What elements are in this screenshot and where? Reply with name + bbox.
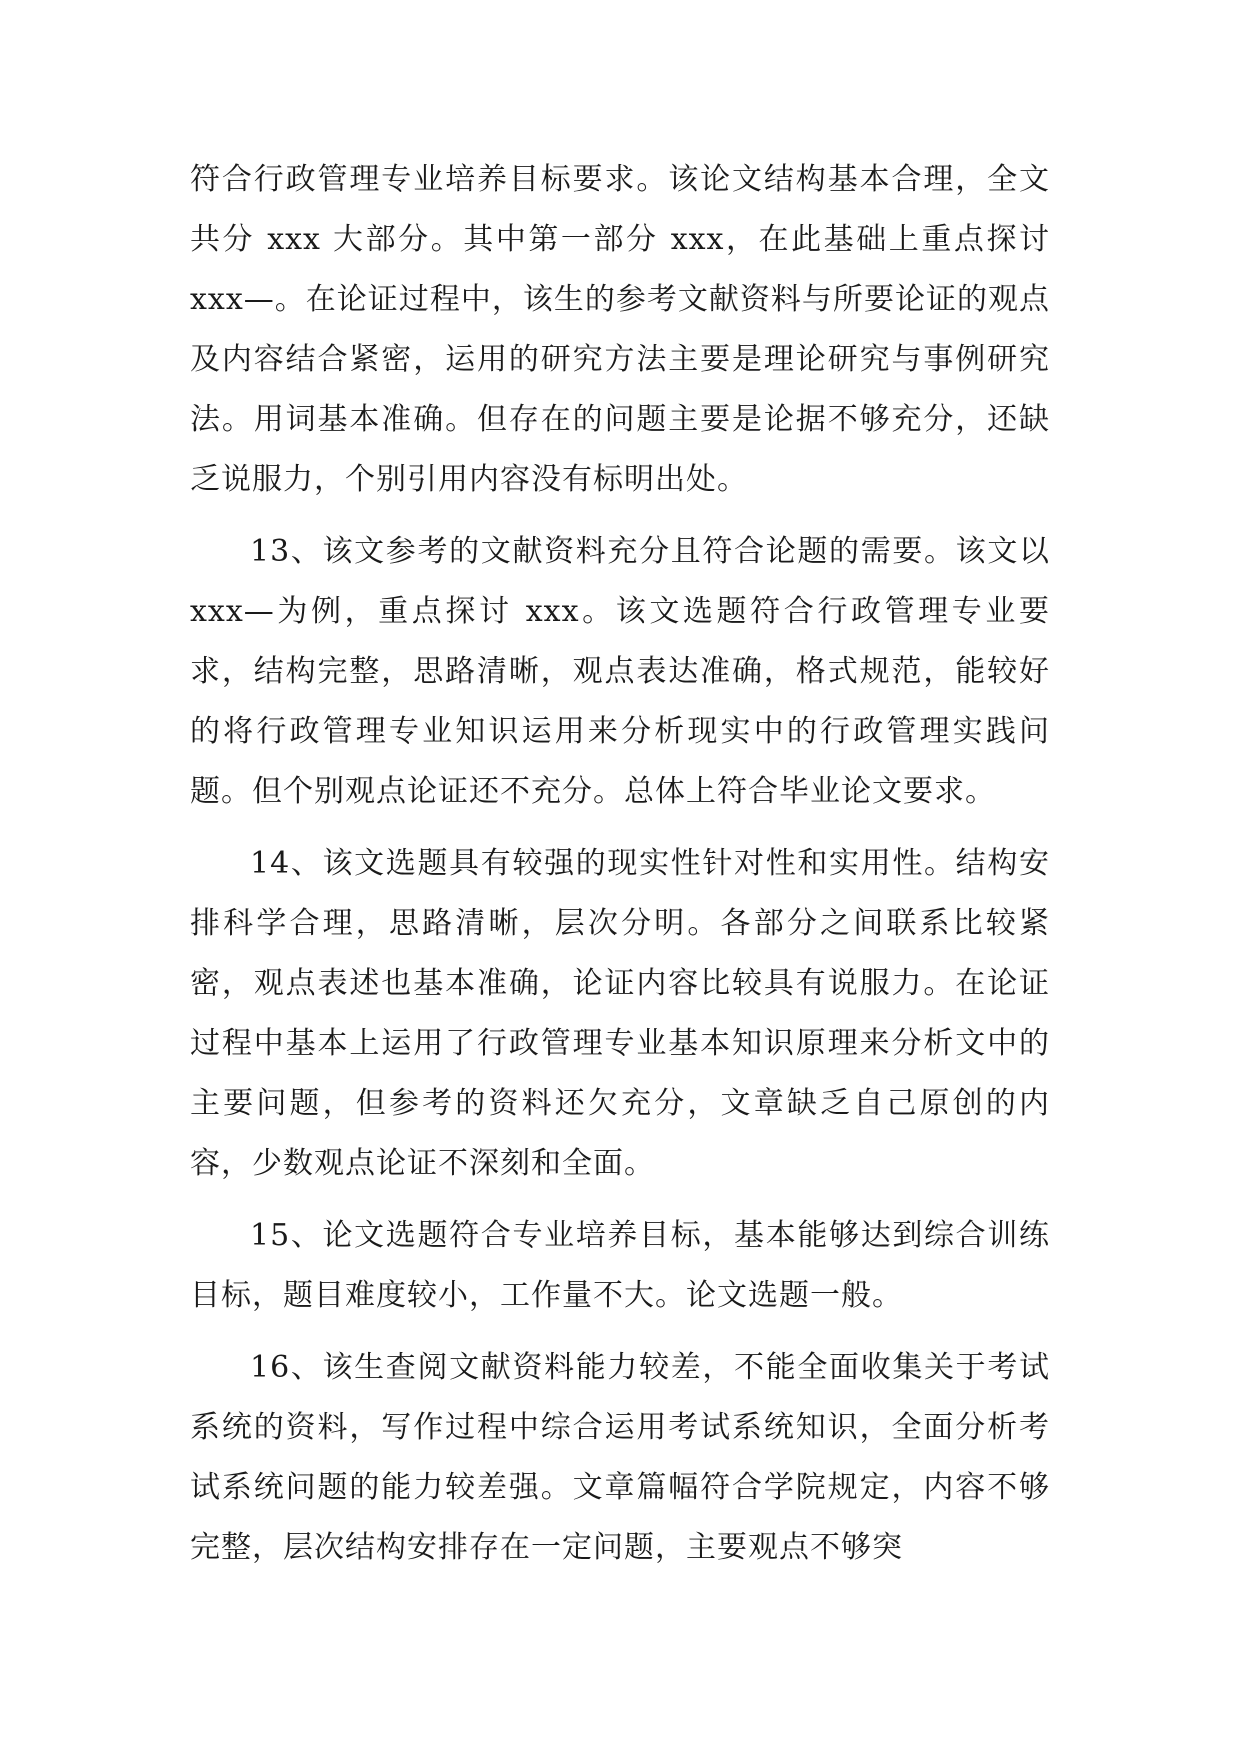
paragraph-13: 13、该文参考的文献资料充分且符合论题的需要。该文以 xxx—为例，重点探讨 xxx。该文选题符合行政管理专业要求，结构完整，思路清晰，观点表达准确，格式规范，能较好的将行政管理专业知识运用来分析现实中的行政管理实践问题。但个别观点论证还不充分。总体上符合毕业论文要求。 bbox=[190, 534, 1050, 809]
document-body bbox=[190, 150, 1050, 1590]
paragraph-continued: 符合行政管理专业培养目标要求。该论文结构基本合理，全文共分 xxx 大部分。其中第一部分 xxx，在此基础上重点探讨 xxx—。在论证过程中，该生的参考文献资料与所要论证的观点及内容结合紧密，运用的研究方法主要是理论研究与事例研究法。用词基本准确。但存在的问题主要是论据不够充分，还缺乏说服力，个别引用内容没有标明出处。 bbox=[190, 162, 1050, 497]
paragraph-16: 16、该生查阅文献资料能力较差，不能全面收集关于考试系统的资料，写作过程中综合运用考试系统知识，全面分析考试系统问题的能力较差强。文章篇幅符合学院规定，内容不够完整，层次结构安排存在一定问题，主要观点不够突 bbox=[190, 1350, 1050, 1565]
paragraph-14: 14、该文选题具有较强的现实性针对性和实用性。结构安排科学合理，思路清晰，层次分明。各部分之间联系比较紧密，观点表述也基本准确，论证内容比较具有说服力。在论证过程中基本上运用了行政管理专业基本知识原理来分析文中的主要问题，但参考的资料还欠充分，文章缺乏自己原创的内容，少数观点论证不深刻和全面。 bbox=[190, 846, 1050, 1181]
paragraph-15: 15、论文选题符合专业培养目标，基本能够达到综合训练目标，题目难度较小，工作量不大。论文选题一般。 bbox=[190, 1218, 1050, 1313]
